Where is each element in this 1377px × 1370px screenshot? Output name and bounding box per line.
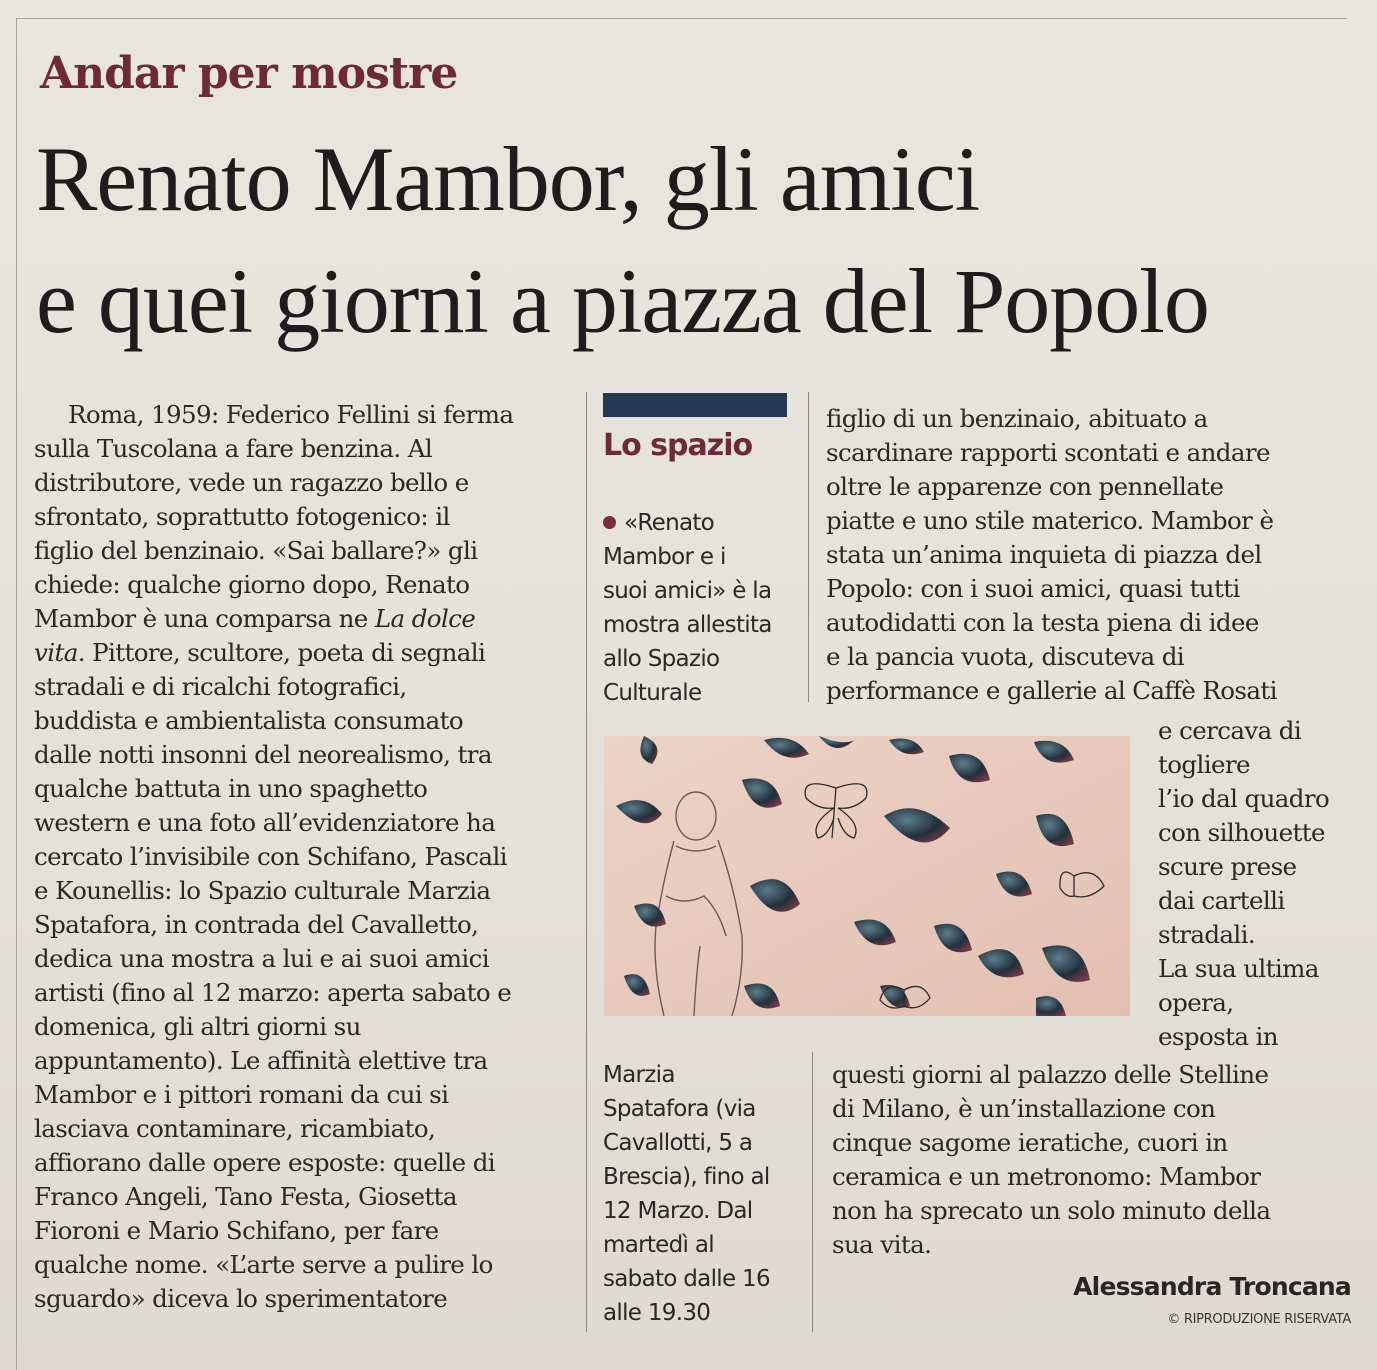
text-line: togliere (1158, 750, 1250, 779)
text-line: suoi amici» è la (603, 578, 772, 604)
artwork-image (604, 736, 1130, 1016)
text-line: Culturale (603, 680, 702, 706)
text-line: appuntamento). Le affinità elettive tra (34, 1046, 488, 1075)
text-run: . Pittore, scultore, poeta di segnali (77, 638, 486, 667)
text-line: scure prese (1158, 852, 1297, 881)
text-line: sulla Tuscolana a fare benzina. Al (34, 434, 433, 463)
text-line: l’io dal quadro (1158, 784, 1330, 813)
sidebar-text-bottom (603, 1058, 798, 1330)
left-rule (16, 18, 17, 1370)
text-line: lasciava contaminare, ricambiato, (34, 1114, 436, 1143)
text-line: Spatafora, in contrada del Cavalletto, (34, 910, 479, 939)
headline (36, 118, 1336, 362)
text-line: Mambor e i (603, 544, 726, 570)
sidebar-title: Lo spazio (603, 428, 753, 463)
text-line: Franco Angeli, Tano Festa, Giosetta (34, 1182, 457, 1211)
text-line: autodidatti con la testa piena di idee (826, 608, 1259, 637)
artwork-illustration (604, 736, 1130, 1016)
sidebar-text-top (603, 506, 798, 710)
text-line: buddista e ambientalista consumato (34, 706, 463, 735)
text-line: dalle notti insonni del neorealismo, tra (34, 740, 492, 769)
text-line: qualche nome. «L’arte serve a pulire lo (34, 1250, 493, 1279)
text-line (34, 602, 574, 636)
text-line: stradali. (1158, 920, 1256, 949)
copyright-notice: © RIPRODUZIONE RISERVATA (1167, 1312, 1351, 1327)
text-line: questi giorni al palazzo delle Stelline (832, 1060, 1269, 1089)
article-column-3-side (1158, 714, 1358, 1054)
headline-line: Renato Mambor, gli amici (36, 128, 980, 230)
text-line: sua vita. (832, 1230, 932, 1259)
text-line: affiorano dalle opere esposte: quelle di (34, 1148, 496, 1177)
text-line: cercato l’invisibile con Schifano, Pascali (34, 842, 507, 871)
sidebar-bar (603, 393, 787, 417)
text-line: western e una foto all’evidenziatore ha (34, 808, 496, 837)
text-line: stata un’anima inquieta di piazza del (826, 540, 1262, 569)
text-run: «Renato (624, 510, 715, 536)
text-line: artisti (fino al 12 marzo: aperta sabato e (34, 978, 512, 1007)
text-line: dedica una mostra a lui e ai suoi amici (34, 944, 489, 973)
text-line: Fioroni e Mario Schifano, per fare (34, 1216, 439, 1245)
text-line: ceramica e un metronomo: Mambor (832, 1162, 1261, 1191)
top-rule (16, 18, 1347, 19)
text-line: con silhouette (1158, 818, 1325, 847)
text-line: performance e gallerie al Caffè Rosati (826, 676, 1277, 705)
text-line: oltre le apparenze con pennellate (826, 472, 1224, 501)
text-line: piatte e uno stile materico. Mambor è (826, 506, 1274, 535)
text-line: e cercava di (1158, 716, 1302, 745)
text-line: allo Spazio (603, 646, 720, 672)
article-column-3-bottom (832, 1058, 1352, 1262)
bullet-icon (603, 516, 616, 529)
column-rule (812, 1052, 813, 1332)
text-line: Brescia), fino al (603, 1164, 770, 1190)
author-byline: Alessandra Troncana (1073, 1272, 1351, 1301)
text-line (603, 506, 798, 540)
text-line: figlio del benzinaio. «Sai ballare?» gli (34, 536, 478, 565)
text-line (34, 636, 574, 670)
text-run: Mambor è una comparsa ne (34, 604, 368, 633)
column-rule (586, 392, 587, 1332)
text-line: martedì al (603, 1232, 714, 1258)
text-line: e la pancia vuota, discuteva di (826, 642, 1185, 671)
text-line: qualche battuta in uno spaghetto (34, 774, 428, 803)
text-line: La sua ultima (1158, 954, 1319, 983)
text-line: distributore, vede un ragazzo bello e (34, 468, 469, 497)
kicker: Andar per mostre (40, 48, 458, 99)
text-line: non ha sprecato un solo minuto della (832, 1196, 1271, 1225)
column-rule (808, 392, 809, 702)
text-line: Mambor e i pittori romani da cui si (34, 1080, 449, 1109)
text-line: cinque sagome ieratiche, cuori in (832, 1128, 1228, 1157)
article-column-3-top (826, 402, 1346, 708)
film-title-end: vita (34, 638, 78, 667)
text-line: figlio di un benzinaio, abituato a (826, 404, 1208, 433)
text-line: Popolo: con i suoi amici, quasi tutti (826, 574, 1240, 603)
text-line: 12 Marzo. Dal (603, 1198, 753, 1224)
text-line: scardinare rapporti scontati e andare (826, 438, 1270, 467)
text-line: di Milano, è un’installazione con (832, 1094, 1216, 1123)
text-line: Spatafora (via (603, 1096, 756, 1122)
film-title: La dolce (374, 604, 476, 633)
text-line: mostra allestita (603, 612, 772, 638)
text-line: Roma, 1959: Federico Fellini si ferma (68, 400, 514, 429)
article-column-1 (34, 398, 574, 1316)
text-line: esposta in (1158, 1022, 1278, 1051)
text-line: domenica, gli altri giorni su (34, 1012, 361, 1041)
text-line: Cavallotti, 5 a (603, 1130, 753, 1156)
text-line: sabato dalle 16 (603, 1266, 770, 1292)
text-line: e Kounellis: lo Spazio culturale Marzia (34, 876, 491, 905)
headline-line: e quei giorni a piazza del Popolo (36, 250, 1209, 352)
text-line: dai cartelli (1158, 886, 1285, 915)
text-line: alle 19.30 (603, 1300, 711, 1326)
text-line: sguardo» diceva lo sperimentatore (34, 1284, 448, 1313)
text-line: Marzia (603, 1062, 675, 1088)
text-line: sfrontato, soprattutto fotogenico: il (34, 502, 450, 531)
text-line: chiede: qualche giorno dopo, Renato (34, 570, 470, 599)
text-line: opera, (1158, 988, 1234, 1017)
text-line: stradali e di ricalchi fotografici, (34, 672, 407, 701)
